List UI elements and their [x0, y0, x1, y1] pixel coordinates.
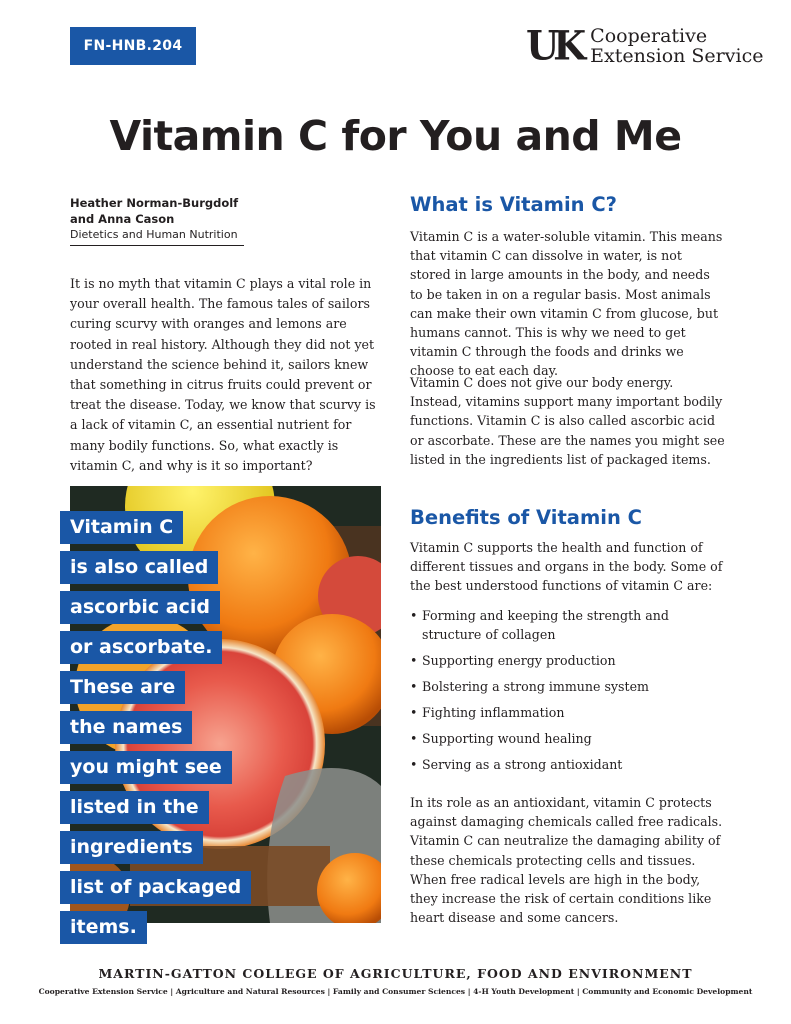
document-code-badge: FN-HNB.204: [70, 27, 196, 65]
section-heading-what-is: What is Vitamin C?: [410, 193, 617, 216]
department: Dietetics and Human Nutrition: [70, 227, 244, 246]
callout-line: the names: [60, 711, 192, 744]
logo-wordmark: [590, 26, 763, 66]
callout-line: ascorbic acid: [60, 591, 220, 624]
list-item: • Forming and keeping the strength and structure of collagen: [410, 606, 730, 644]
antioxidant-paragraph: In its role as an antioxidant, vitamin C protects against damaging chemicals called free radicals. Vitamin C can neutralize the damaging ability of these chemicals protecting cells and tissues. When free radical levels are high in the body, they increase the risk of certain conditions like heart disease and some cancers.: [410, 795, 723, 926]
list-item: • Bolstering a strong immune system: [410, 677, 730, 696]
callout-line: or ascorbate.: [60, 631, 222, 664]
what-is-paragraph-2: Vitamin C does not give our body energy. Instead, vitamins support many important bodily functions. Vitamin C is also called ascorbic acid or ascorbate. These are the names you might see listed in the ingredients list of packaged items.: [410, 375, 725, 467]
callout-line: list of packaged: [60, 871, 251, 904]
list-item: • Supporting wound healing: [410, 729, 730, 748]
what-is-paragraph-1: Vitamin C is a water-soluble vitamin. This means that vitamin C can dissolve in water, is not stored in large amounts in the body, and needs to be taken in on a regular basis. Most animals can make their own vitamin C from glucose, but humans cannot. This is why we need to get vitamin C through the foods and drinks we choose to eat each day.: [410, 229, 723, 379]
logo-line-2: Extension Service: [590, 45, 764, 67]
callout-line: items.: [60, 911, 147, 944]
benefits-intro: Vitamin C supports the health and function of different tissues and organs in the body. Some of the best understood functions of vitamin C are:: [410, 540, 723, 594]
author-line-2: and Anna Cason: [70, 212, 175, 226]
section-heading-benefits: Benefits of Vitamin C: [410, 506, 642, 529]
authors-block: [70, 195, 244, 246]
callout-line: ingredients: [60, 831, 203, 864]
uk-logo-mark: UK: [526, 21, 581, 70]
logo-line-1: Cooperative: [590, 25, 708, 47]
callout-line: you might see: [60, 751, 232, 784]
callout-line: is also called: [60, 551, 218, 584]
callout-line: listed in the: [60, 791, 209, 824]
page-title: Vitamin C for You and Me: [109, 112, 682, 160]
callout-line: Vitamin C: [60, 511, 183, 544]
author-line-1: Heather Norman-Burgdolf: [70, 196, 239, 210]
intro-paragraph: It is no myth that vitamin C plays a vital role in your overall health. The famous tales of sailors curing scurvy with oranges and lemons are rooted in real history. Although they did not yet understand the science behind it, sailors knew that something in citrus fruits could prevent or treat the disease. Today, we know that scurvy is a lack of vitamin C, an essential nutrient for many bodily functions. So, what exactly is vitamin C, and why is it so important?: [70, 276, 376, 473]
list-item: • Fighting inflammation: [410, 703, 730, 722]
callout-box: [60, 511, 300, 951]
footer-program-list: Cooperative Extension Service | Agriculture and Natural Resources | Family and Consumer Sciences | 4-H Youth Development | Community and Economic Development: [38, 987, 753, 996]
extension-logo: [526, 21, 764, 70]
list-item: • Serving as a strong antioxidant: [410, 755, 730, 774]
callout-line: These are: [60, 671, 185, 704]
list-item: • Supporting energy production: [410, 651, 730, 670]
footer-college-name: MARTIN-GATTON COLLEGE OF AGRICULTURE, FOOD AND ENVIRONMENT: [98, 966, 693, 981]
benefits-list: [410, 606, 730, 781]
